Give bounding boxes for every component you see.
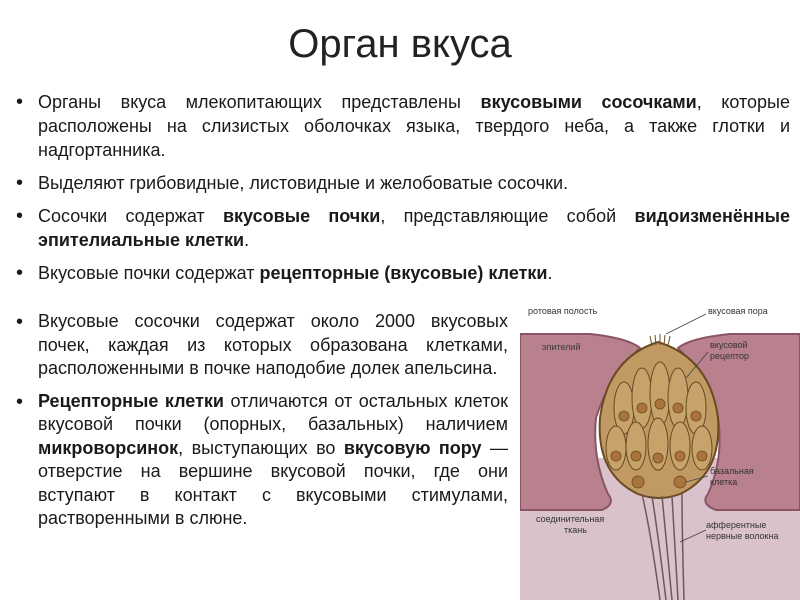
bullet-text: , которые расположены на слизистых оболочках языка, твердого неба, а также глотки и надгортанника. (38, 92, 791, 160)
bottom-bullet-list (10, 310, 508, 540)
bullet-text: отличаются от остальных клеток вкусовой почки (опорных, базальных) наличием (38, 390, 508, 434)
label-taste-receptor: вкусовой (710, 340, 748, 350)
bullet-papillae-types (10, 171, 790, 195)
nucleus (673, 403, 683, 413)
nucleus (674, 476, 686, 488)
bullet-text: Органы вкуса млекопитающих представлены (38, 92, 481, 112)
nucleus (655, 399, 665, 409)
term-receptor-cells: Рецепторные клетки (38, 390, 224, 411)
bullet-taste-buds (10, 204, 790, 252)
bullet-text: , выступающих во (178, 437, 344, 458)
term-taste-pore: вкусовую пору (343, 437, 482, 458)
bullet-bud-count (10, 310, 508, 381)
label-connective-tissue: соединительная (536, 514, 605, 524)
label-connective-tissue: ткань (564, 525, 587, 535)
label-afferent-fibers: нервные волокна (706, 531, 779, 541)
bullet-text: — отверстие на вершине вкусовой почки, где они вступают в контакт с вкусовыми стимулами, растворенными в слюне. (38, 437, 508, 528)
bullet-text: Выделяют грибовидные, листовидные и желобоватые сосочки. (38, 173, 569, 193)
taste-bud-svg (520, 298, 800, 600)
receptor-cell (632, 368, 652, 428)
label-afferent-fibers: афферентные (706, 520, 767, 530)
nucleus (619, 411, 629, 421)
nucleus (632, 476, 644, 488)
bullet-text: , представляющие собой (380, 206, 635, 226)
term-taste-buds: вкусовые почки (222, 206, 381, 226)
label-taste-pore: вкусовая пора (708, 306, 768, 316)
bullet-papillae (10, 90, 790, 162)
label-basal-cell: клетка (710, 477, 738, 487)
nucleus (631, 451, 641, 461)
receptor-cell (626, 422, 646, 470)
term-receptor-cells: рецепторные (вкусовые) клетки (259, 263, 548, 283)
nucleus (691, 411, 701, 421)
term-microvilli: микроворсинок (38, 437, 179, 458)
bullet-text: . (547, 263, 553, 283)
label-taste-receptor: рецептор (710, 351, 749, 361)
label-epithelium: эпителий (542, 342, 581, 352)
label-basal-cell: базальная (710, 466, 754, 476)
bullet-text: Сосочки содержат (38, 206, 223, 226)
nucleus (637, 403, 647, 413)
label-oral-cavity: ротовая полость (528, 306, 598, 316)
nucleus (653, 453, 663, 463)
page-title: Орган вкуса (288, 22, 512, 66)
receptor-cell (692, 426, 712, 470)
receptor-cell (650, 362, 670, 426)
receptor-cell (668, 368, 688, 428)
bullet-microvilli (10, 390, 508, 531)
bullet-text: . (244, 230, 250, 250)
term-taste-papillae: вкусовыми сосочками (480, 92, 697, 112)
nucleus (675, 451, 685, 461)
bullet-text: Вкусовые сосочки содержат около 2000 вкусовых почек, каждая из которых образована клетками, расположенными в почке наподобие долек апельсина. (38, 311, 508, 378)
bullet-text: Вкусовые почки содержат (38, 263, 260, 283)
receptor-cell (606, 426, 626, 470)
bullet-receptor-cells (10, 261, 790, 285)
nucleus (697, 451, 707, 461)
nucleus (611, 451, 621, 461)
taste-bud-diagram (520, 298, 800, 600)
receptor-cell (670, 422, 690, 470)
top-bullet-list (10, 90, 790, 294)
term-epithelial-cells: видоизменённые эпителиальные клетки (38, 206, 790, 250)
